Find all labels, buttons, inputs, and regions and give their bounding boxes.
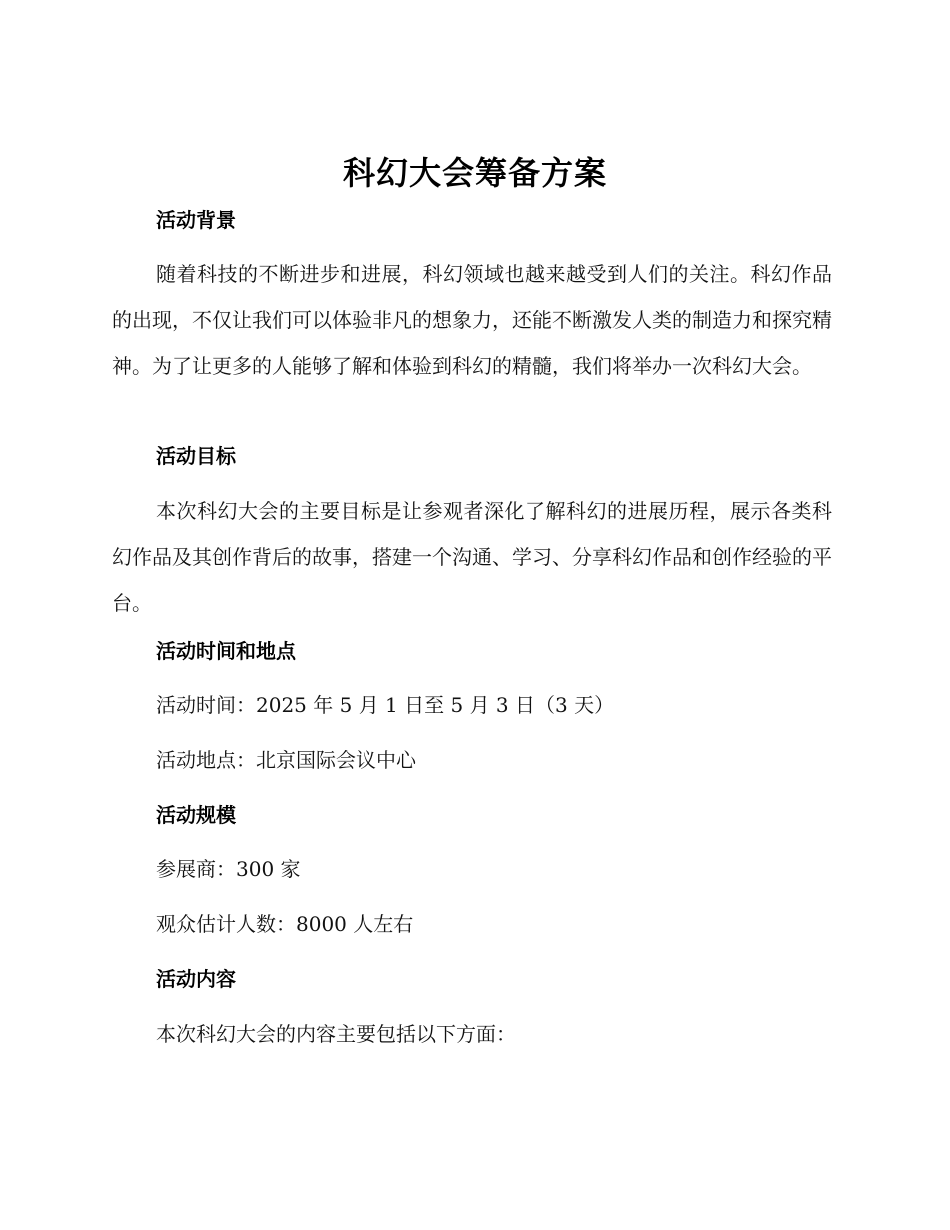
section-paragraph-background: 随着科技的不断进步和进展，科幻领域也越来越受到人们的关注。科幻作品的出现，不仅让我们可以体验非凡的想象力，还能不断激发人类的制造力和探究精神。为了让更多的人能够了解和体验到科幻的精髓，我们将举办一次科幻大会。: [112, 262, 832, 378]
section-heading-goals: 活动目标: [156, 444, 236, 468]
info-line-content-intro: 本次科幻大会的内容主要包括以下方面：: [156, 1022, 516, 1046]
document-title: 科幻大会筹备方案: [342, 154, 607, 192]
section-heading-scale: 活动规模: [156, 803, 236, 827]
section-heading-time-place: 活动时间和地点: [156, 639, 296, 663]
info-line-exhibitors: 参展商：300 家: [156, 857, 301, 881]
section-heading-content: 活动内容: [156, 967, 236, 991]
section-heading-background: 活动背景: [156, 208, 236, 232]
info-line-place: 活动地点：北京国际会议中心: [156, 748, 416, 772]
section-paragraph-goals: 本次科幻大会的主要目标是让参观者深化了解科幻的进展历程，展示各类科幻作品及其创作背后的故事，搭建一个沟通、学习、分享科幻作品和创作经验的平台。: [112, 499, 832, 615]
info-line-visitors: 观众估计人数：8000 人左右: [156, 912, 414, 936]
info-line-time: 活动时间：2025 年 5 月 1 日至 5 月 3 日（3 天）: [156, 693, 615, 717]
